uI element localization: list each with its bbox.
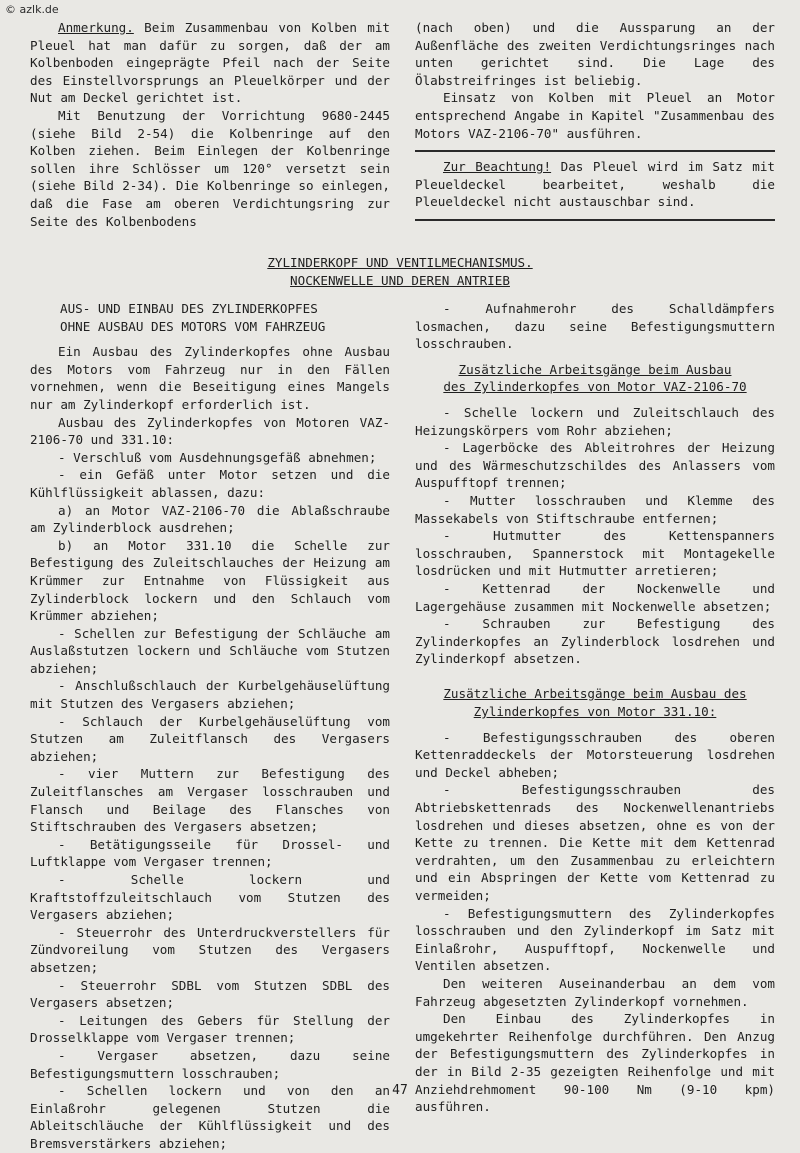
motor-331-extra-steps-heading (415, 685, 775, 720)
step-paragraph: - Schellen lockern und von den an Einlaßrohr gelegenen Stutzen die Ableitschläuche der Kühlflüssigkeit und des Bremsverstärkers abziehen; (30, 1083, 390, 1151)
step-paragraph: - Betätigungsseile für Drossel- und Luftklappe vom Vergaser trennen; (30, 836, 390, 870)
step-paragraph: - Schelle lockern und Kraftstoffzuleitschlauch vom Stutzen des Vergasers abziehen; (30, 872, 390, 923)
step-paragraph: - Schelle lockern und Zuleitschlauch des Heizungskörpers vom Rohr abziehen; (415, 404, 775, 438)
cylinder-head-heading-line-2: OHNE AUSBAU DES MOTORS VOM FAHRZEUG (60, 318, 326, 334)
assembly-reference-paragraph: Einsatz von Kolben mit Pleuel an Motor entsprechend Angabe in Kapitel "Zusammenbau des Motors VAZ-2106-70" ausführen. (415, 90, 775, 141)
vaz-extra-steps-list (415, 404, 775, 668)
step-paragraph: - Befestigungsschrauben des Abtriebskettenrads des Nockenwellenantriebs losdrehen und dieses absetzen, ohne es von der Kette zu trennen. Die Kette mit dem Kettenrad verdrahten, um den Zusammenbau zu erleichtern und ein Abspringen der Kette vom Kettenrad zu vermeiden; (415, 782, 775, 903)
step-paragraph: - ein Gefäß unter Motor setzen und die Kühlflüssigkeit ablassen, dazu: (30, 467, 390, 500)
piston-ring-paragraph: Mit Benutzung der Vorrichtung 9680-2445 (siehe Bild 2-54) die Kolbenringe auf den Kolben ziehen. Beim Einlegen der Kolbenringe sollen ihre Schlösser um 120° versetzt sein (siehe Bild 2-34). Die Kolbenringe so einlegen, daß die Fase am oberen Verdichtungsring zur Seite des Kolbenbodens (30, 107, 390, 229)
step-paragraph: - Hutmutter des Kettenspanners losschrauben, Spannerstock mit Montagekelle losdrücken und mit Hutmutter arretieren; (415, 528, 775, 579)
step-paragraph: Ein Ausbau des Zylinderkopfes ohne Ausbau des Motors vom Fahrzeug nur in den Fällen vornehmen, wenn die Beseitigung eines Mangels nur am Zylinderkopf erforderlich ist. (30, 344, 390, 412)
divider-top (415, 150, 775, 152)
lower-left-column (30, 300, 390, 1153)
step-paragraph: - Verschluß vom Ausdehnungsgefäß abnehmen; (58, 449, 377, 465)
vaz-heading-line-1: Zusätzliche Arbeitsgänge beim Ausbau (458, 361, 732, 377)
step-paragraph: - Schlauch der Kurbelgehäuselüftung vom Stutzen am Zuleitflansch des Vergasers abziehen; (30, 713, 390, 764)
vaz-heading-line-2: des Zylinderkopfes von Motor VAZ-2106-70 (443, 379, 747, 395)
step-paragraph: - Leitungen des Gebers für Stellung der Drosselklappe vom Vergaser trennen; (30, 1012, 390, 1046)
cylinder-head-heading-line-1: AUS- UND EINBAU DES ZYLINDERKOPFES (60, 301, 318, 316)
step-paragraph: - vier Muttern zur Befestigung des Zuleitflansches am Vergaser losschrauben und Flansch und Beilage des Flansches von Stiftschrauben des Vergasers absetzen; (30, 766, 390, 835)
step-paragraph: - Vergaser absetzen, dazu seine Befestigungsmuttern losschrauben; (30, 1047, 390, 1081)
step-paragraph: - Befestigungsschrauben des oberen Kettenraddeckels der Motorsteuerung losdrehen und Deckel abheben; (415, 729, 775, 780)
step-paragraph: Den weiteren Auseinanderbau an dem vom Fahrzeug abgesetzten Zylinderkopf vornehmen. (415, 975, 775, 1009)
motor-331-extra-steps-list (415, 729, 775, 1116)
step-paragraph: - Befestigungsmuttern des Zylinderkopfes losschrauben und den Zylinderkopf im Satz mit Einlaßrohr, Auspufftopf, Nockenwelle und Ventilen absetzen. (415, 905, 775, 974)
attention-paragraph (415, 158, 775, 211)
removal-steps-list (30, 343, 390, 1152)
lower-right-column (415, 300, 775, 1116)
step-paragraph: Ausbau des Zylinderkopfes von Motoren VAZ-2106-70 und 331.10: (30, 414, 390, 448)
page-number: 47 (392, 1083, 408, 1098)
attention-text: Das Pleuel wird im Satz mit Pleueldeckel bearbeitet, weshalb die Pleueldeckel nicht austauschbar sind. (415, 159, 775, 210)
exhaust-pipe-step: - Aufnahmerohr des Schalldämpfers losmachen, dazu seine Befestigungsmuttern losschrauben. (415, 301, 775, 352)
section-heading-line-1: ZYLINDERKOPF UND VENTILMECHANISMUS. (267, 255, 533, 270)
cylinder-head-heading (30, 300, 390, 335)
attention-label: Zur Beachtung! (443, 159, 552, 175)
motor-331-heading-line-1: Zusätzliche Arbeitsgänge beim Ausbau des (443, 686, 747, 702)
step-paragraph: - Kettenrad der Nockenwelle und Lagergehäuse zusammen mit Nockenwelle absetzen; (415, 580, 775, 614)
divider-bottom (415, 219, 775, 221)
step-paragraph: - Lagerböcke des Ableitrohres der Heizung und des Wärmeschutzschildes des Anlassers vom Auspufftopf trennen; (415, 440, 775, 491)
step-paragraph: b) an Motor 331.10 die Schelle zur Befestigung des Zuleitschlauches der Heizung am Krümmer zur Entnahme von Flüssigkeit aus Zylinderblock lockern und den Schlauch vom Krümmer abziehen; (30, 537, 390, 624)
note-label: Anmerkung. (58, 20, 134, 35)
section-heading-line-2: NOCKENWELLE UND DEREN ANTRIEB (290, 272, 510, 288)
note-text: Beim Zusammenbau von Kolben mit Pleuel hat man dafür zu sorgen, daß der am Kolbenboden eingeprägte Pfeil nach der Seite des Einstellvorsprungs an Pleuelkörper und der Nut am Deckel gerichtet ist. (30, 20, 390, 106)
note-paragraph (30, 19, 390, 107)
step-paragraph: - Steuerrohr SDBL vom Stutzen SDBL des Vergasers absetzen; (30, 977, 390, 1011)
vaz-extra-steps-heading (415, 361, 775, 396)
motor-331-heading-line-2: Zylinderkopfes von Motor 331.10: (473, 704, 717, 720)
step-paragraph: - Schellen zur Befestigung der Schläuche am Auslaßstutzen lockern und Schläuche vom Stutzen abziehen; (30, 625, 390, 676)
watermark: © azlk.de (5, 3, 59, 16)
step-paragraph: Den Einbau des Zylinderkopfes in umgekehrter Reihenfolge durchführen. Den Anzug der Befestigungsmuttern des Zylinderkopfes in der in Bild 2-35 gezeigten Reihenfolge und mit Anziehdrehmoment 90-100 Nm (9-10 kpm) ausführen. (415, 1011, 775, 1115)
step-paragraph: a) an Motor VAZ-2106-70 die Ablaßschraube am Zylinderblock ausdrehen; (30, 502, 390, 536)
section-heading (0, 254, 800, 289)
step-paragraph: - Schrauben zur Befestigung des Zylinderkopfes an Zylinderblock losdrehen und Zylinderkopf absetzen. (415, 616, 775, 667)
top-right-column (415, 19, 775, 221)
step-paragraph: - Anschlußschlauch der Kurbelgehäuselüftung mit Stutzen des Vergasers abziehen; (30, 678, 390, 712)
step-paragraph: - Steuerrohr des Unterdruckverstellers für Zündvoreilung vom Stutzen des Vergasers absetzen; (30, 924, 390, 975)
step-paragraph: - Mutter losschrauben und Klemme des Massekabels von Stiftschraube entfernen; (415, 492, 775, 526)
ring-orientation-paragraph: (nach oben) und die Aussparung an der Außenfläche des zweiten Verdichtungsringes nach unten gerichtet sind. Die Lage des Ölabstreifringes ist beliebig. (415, 20, 775, 88)
top-left-column (30, 19, 390, 230)
